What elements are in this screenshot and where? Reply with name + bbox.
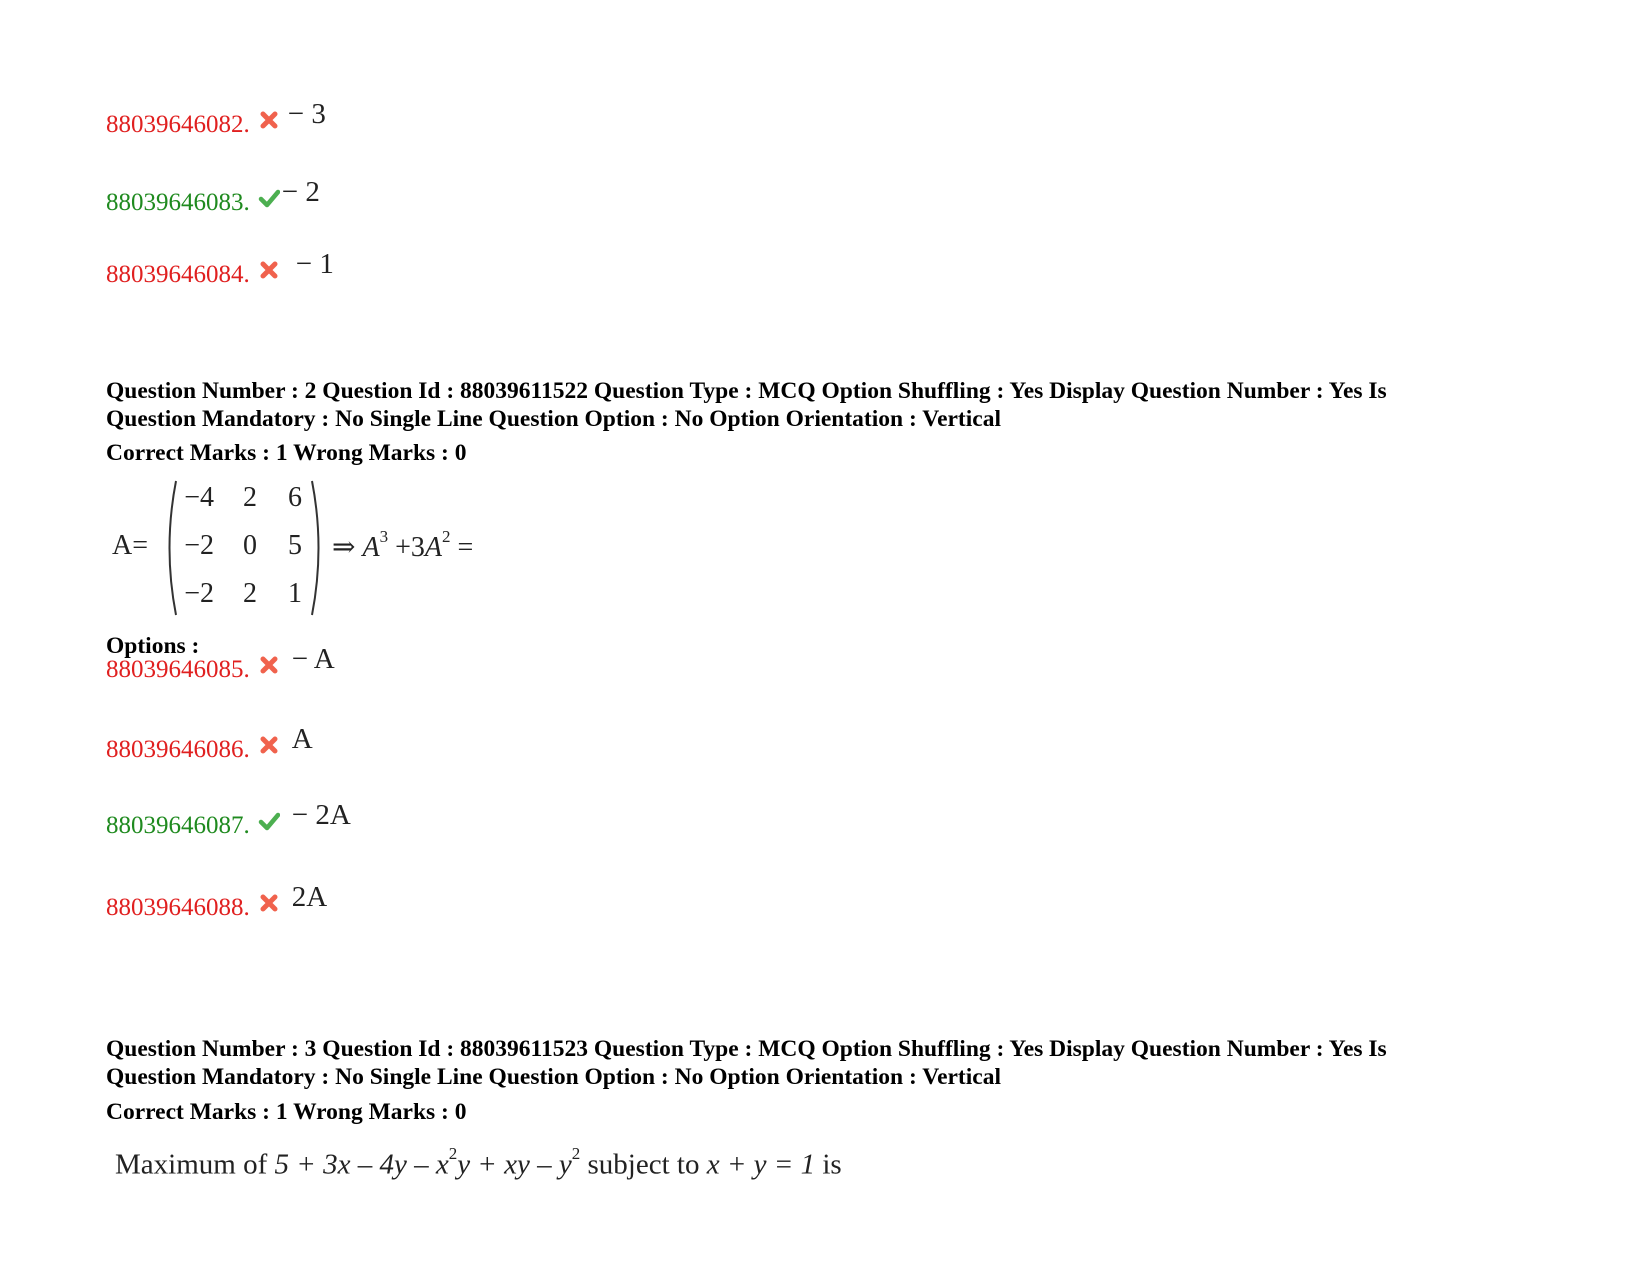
matrix-equation [110, 477, 530, 617]
cross-icon [258, 734, 280, 756]
matrix-label: A= [112, 530, 149, 561]
matrix-cell: −2 [184, 530, 214, 561]
cross-icon [258, 892, 280, 914]
matrix-cell: 5 [288, 530, 302, 561]
rhs-term: A [362, 532, 380, 563]
question-meta [106, 377, 1546, 433]
option-value: − 1 [295, 248, 334, 280]
text-middle: subject to [580, 1148, 707, 1181]
option-id: 88039646085. [106, 656, 250, 683]
rhs-exponent: 3 [379, 526, 389, 546]
constraint: x + y = 1 [706, 1148, 816, 1181]
option-value: A [291, 723, 313, 755]
matrix-cell: 2 [243, 482, 257, 513]
rhs-exponent: 2 [441, 526, 451, 546]
option-value: − A [291, 643, 335, 675]
options-label: Options : [106, 633, 200, 659]
matrix-cell: −4 [184, 482, 214, 513]
option-id: 88039646083. [106, 189, 250, 216]
check-icon [258, 810, 280, 832]
meta-line: Question Mandatory : No Single Line Question Option : No Option Orientation : Vertical [106, 406, 1001, 432]
rhs-equals: = [457, 532, 474, 563]
cross-icon [258, 654, 280, 676]
matrix-cell: 6 [288, 482, 302, 513]
matrix-rhs [332, 526, 474, 564]
text-prefix: Maximum of [115, 1148, 275, 1181]
right-paren-icon [308, 479, 328, 617]
implies-symbol: ⇒ [332, 532, 356, 563]
expression-exponent: 2 [571, 1144, 581, 1163]
option-item [106, 799, 351, 839]
option-id: 88039646082. [106, 111, 250, 138]
rhs-term: A [424, 532, 442, 563]
option-value: − 2A [291, 799, 351, 831]
option-id: 88039646086. [106, 736, 250, 763]
matrix-cell: 2 [243, 578, 257, 609]
matrix-cell: −2 [184, 578, 214, 609]
matrix-cell: 1 [288, 578, 302, 609]
option-id: 88039646087. [106, 812, 250, 839]
check-icon [258, 187, 280, 209]
option-value: − 2 [281, 176, 320, 208]
question-meta [106, 1035, 1546, 1091]
cross-icon [258, 259, 280, 281]
expression-exponent: 2 [448, 1144, 458, 1163]
marks-line: Correct Marks : 1 Wrong Marks : 0 [106, 440, 467, 466]
expression: 5 + 3x – 4y – x [274, 1148, 449, 1181]
rhs-plus: +3 [395, 532, 425, 563]
meta-line: Question Number : 2 Question Id : 88039611522 Question Type : MCQ Option Shuffling : Yes Display Question Number : Yes Is [106, 378, 1387, 404]
meta-line: Question Mandatory : No Single Line Question Option : No Option Orientation : Vertical [106, 1064, 1001, 1090]
marks-line: Correct Marks : 1 Wrong Marks : 0 [106, 1099, 467, 1125]
option-item [106, 723, 313, 763]
option-item [106, 881, 328, 921]
option-id: 88039646088. [106, 894, 250, 921]
option-value: 2A [291, 881, 328, 913]
text-suffix: is [815, 1148, 842, 1181]
expression: y + xy – y [457, 1148, 572, 1181]
question-text [115, 1144, 842, 1182]
cross-icon [258, 109, 280, 131]
option-item [106, 98, 326, 138]
option-item [106, 248, 334, 288]
option-value: − 3 [287, 98, 326, 130]
meta-line: Question Number : 3 Question Id : 88039611523 Question Type : MCQ Option Shuffling : Yes Display Question Number : Yes Is [106, 1036, 1387, 1062]
option-item [106, 176, 320, 216]
option-id: 88039646084. [106, 261, 250, 288]
matrix-cell: 0 [243, 530, 257, 561]
